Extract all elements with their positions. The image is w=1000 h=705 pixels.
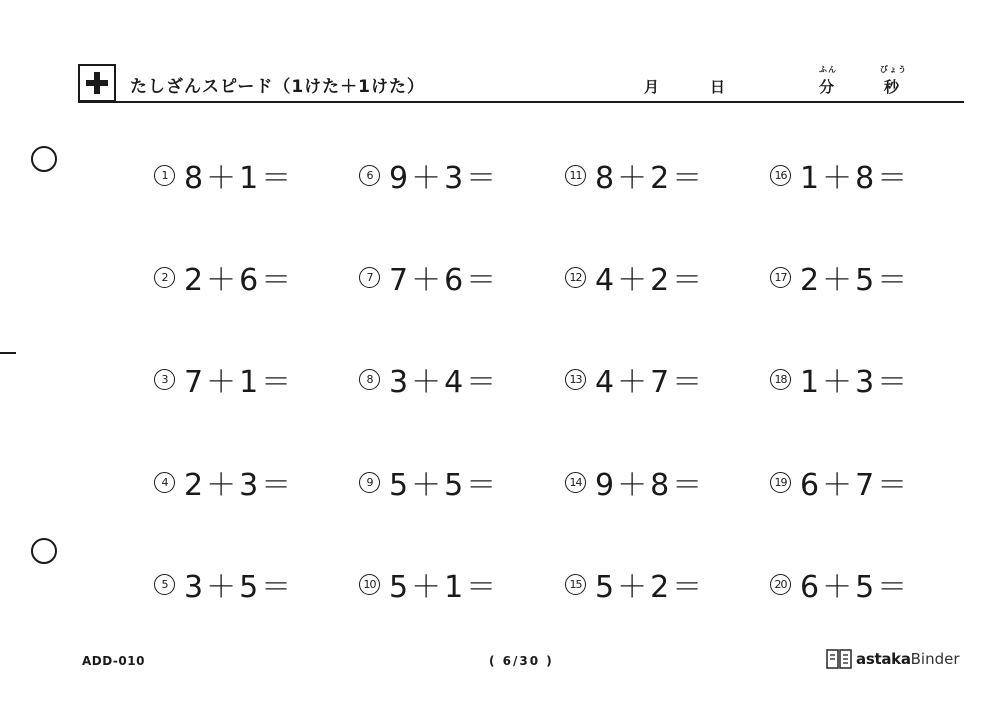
problem-item <box>154 359 294 399</box>
minute-ruby: ふん <box>819 65 837 74</box>
binder-book-icon <box>826 648 852 670</box>
problem-number: 4 <box>154 472 175 493</box>
problem-number: 3 <box>154 369 175 390</box>
problem-number: 15 <box>565 574 586 595</box>
problem-item <box>770 564 910 604</box>
problem-item <box>770 155 910 195</box>
problem-number: 9 <box>359 472 380 493</box>
problem-item <box>154 462 294 502</box>
problem-expression: 2＋5＝ <box>800 263 911 298</box>
problem-expression: 1＋3＝ <box>800 365 911 400</box>
problem-number: 19 <box>770 472 791 493</box>
problem-item <box>154 564 294 604</box>
second-label: 秒 <box>884 78 900 96</box>
problem-expression: 9＋8＝ <box>595 468 706 503</box>
worksheet-title: たしざんスピード（1けた＋1けた） <box>130 77 425 97</box>
problem-expression: 5＋5＝ <box>389 468 500 503</box>
problem-number: 16 <box>770 165 791 186</box>
month-label: 月 <box>644 78 660 96</box>
problem-number: 20 <box>770 574 791 595</box>
brand-name-bold: astaka <box>856 650 911 668</box>
problem-expression: 6＋7＝ <box>800 468 911 503</box>
problem-item <box>565 257 705 297</box>
problem-expression: 4＋7＝ <box>595 365 706 400</box>
problem-expression: 2＋6＝ <box>184 263 295 298</box>
problem-number: 7 <box>359 267 380 288</box>
worksheet-code: ADD-010 <box>82 654 145 668</box>
minute-label: 分 <box>819 78 835 96</box>
punch-hole-bottom <box>31 538 57 564</box>
problem-item <box>565 564 705 604</box>
problem-number: 17 <box>770 267 791 288</box>
problem-item <box>154 257 294 297</box>
problem-expression: 8＋2＝ <box>595 161 706 196</box>
problem-expression: 7＋6＝ <box>389 263 500 298</box>
punch-hole-top <box>31 146 57 172</box>
problem-item <box>154 155 294 195</box>
problem-expression: 5＋1＝ <box>389 570 500 605</box>
problem-number: 8 <box>359 369 380 390</box>
problem-item <box>359 564 499 604</box>
center-fold-mark <box>0 352 16 354</box>
problem-number: 11 <box>565 165 586 186</box>
problem-item <box>565 155 705 195</box>
brand-name-regular: Binder <box>910 650 960 668</box>
problem-number: 12 <box>565 267 586 288</box>
problem-item <box>770 462 910 502</box>
problem-expression: 6＋5＝ <box>800 570 911 605</box>
second-ruby: びょう <box>880 65 907 74</box>
problem-number: 6 <box>359 165 380 186</box>
problem-item <box>770 257 910 297</box>
page-indicator: ( 6/30 ) <box>489 654 554 668</box>
problem-expression: 5＋2＝ <box>595 570 706 605</box>
problem-number: 2 <box>154 267 175 288</box>
problem-expression: 7＋1＝ <box>184 365 295 400</box>
problem-item <box>565 359 705 399</box>
worksheet-header <box>78 64 964 104</box>
problem-number: 13 <box>565 369 586 390</box>
problem-expression: 3＋5＝ <box>184 570 295 605</box>
problem-number: 5 <box>154 574 175 595</box>
problem-item <box>359 155 499 195</box>
day-label: 日 <box>710 78 726 96</box>
problem-number: 1 <box>154 165 175 186</box>
problem-expression: 2＋3＝ <box>184 468 295 503</box>
plus-icon <box>78 64 116 102</box>
brand-logo <box>826 648 960 670</box>
problem-expression: 8＋1＝ <box>184 161 295 196</box>
problem-expression: 1＋8＝ <box>800 161 911 196</box>
problem-expression: 3＋4＝ <box>389 365 500 400</box>
problem-item <box>359 257 499 297</box>
header-underline <box>78 101 964 103</box>
problem-number: 10 <box>359 574 380 595</box>
problem-number: 18 <box>770 369 791 390</box>
problem-item <box>359 359 499 399</box>
problem-item <box>359 462 499 502</box>
problem-item <box>565 462 705 502</box>
problem-number: 14 <box>565 472 586 493</box>
problem-item <box>770 359 910 399</box>
problem-expression: 9＋3＝ <box>389 161 500 196</box>
problem-expression: 4＋2＝ <box>595 263 706 298</box>
